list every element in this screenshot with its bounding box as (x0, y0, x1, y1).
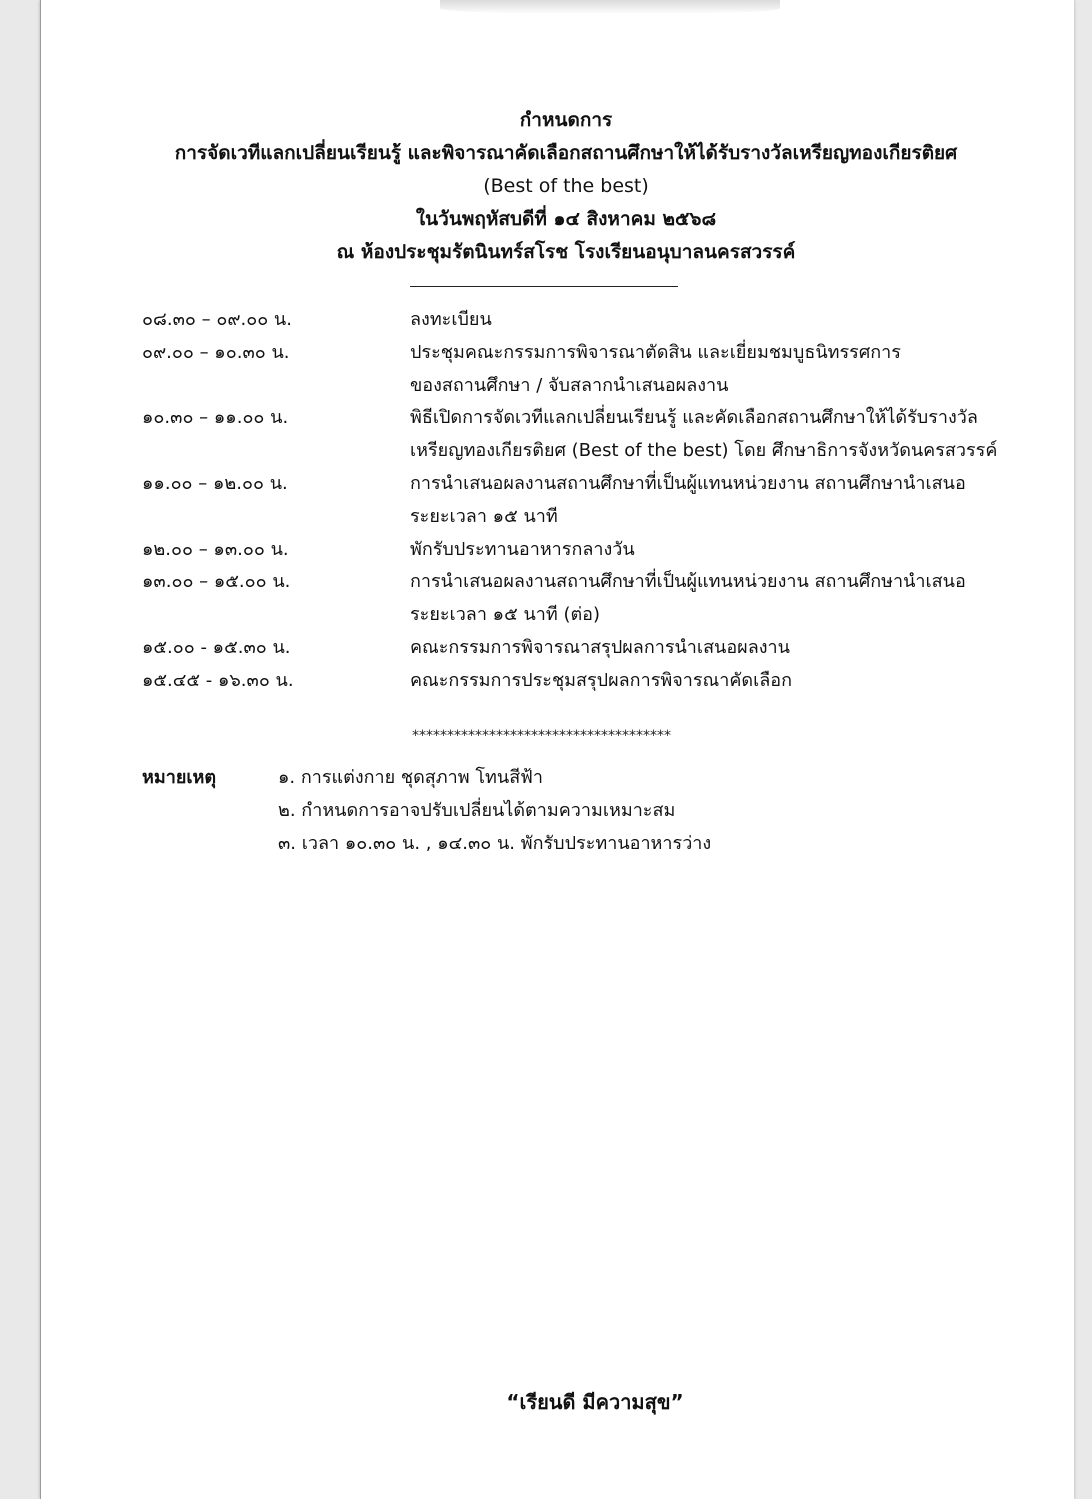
schedule-row (142, 632, 1012, 665)
schedule-list (142, 304, 1012, 698)
header-date: ในวันพฤหัสบดีที่ ๑๔ สิงหาคม ๒๕๖๘ (415, 208, 717, 230)
schedule-row (142, 304, 1012, 337)
schedule-time: ๐๙.๐๐ – ๑๐.๓๐ น. (142, 341, 290, 363)
schedule-time: ๑๐.๓๐ – ๑๑.๐๐ น. (142, 407, 289, 429)
schedule-row (142, 534, 1012, 567)
notes-label: หมายเหตุ (142, 767, 217, 788)
schedule-activity-line: การนำเสนอผลงานสถานศึกษาที่เป็นผู้แทนหน่วยงาน สถานศึกษานำเสนอ (410, 472, 966, 494)
schedule-activity-line: ลงทะเบียน (410, 309, 492, 330)
schedule-activity-line: ของสถานศึกษา / จับสลากนำเสนอผลงาน (410, 374, 729, 396)
schedule-activity-line: พิธีเปิดการจัดเวทีแลกเปลี่ยนเรียนรู้ และคัดเลือกสถานศึกษาให้ได้รับรางวัล (410, 407, 978, 429)
schedule-time: ๑๑.๐๐ – ๑๒.๐๐ น. (142, 472, 288, 494)
schedule-row (142, 468, 1012, 534)
schedule-time: ๑๕.๐๐ - ๑๕.๓๐ น. (142, 636, 291, 658)
schedule-time: ๑๓.๐๐ – ๑๕.๐๐ น. (142, 571, 291, 593)
notes-list (278, 762, 711, 860)
schedule-activity (410, 304, 1012, 337)
schedule-time: ๑๒.๐๐ – ๑๓.๐๐ น. (142, 538, 289, 560)
header-event-subtitle: (Best of the best) (483, 175, 649, 197)
schedule-row (142, 402, 1012, 468)
header-underline (410, 286, 678, 287)
schedule-row (142, 566, 1012, 632)
note-item: ๑. การแต่งกาย ชุดสุภาพ โทนสีฟ้า (278, 767, 544, 788)
note-item: ๓. เวลา ๑๐.๓๐ น. , ๑๔.๓๐ น. พักรับประทานอาหารว่าง (278, 832, 712, 854)
schedule-activity-line: พักรับประทานอาหารกลางวัน (410, 538, 635, 560)
schedule-activity-line: การนำเสนอผลงานสถานศึกษาที่เป็นผู้แทนหน่วยงาน สถานศึกษานำเสนอ (410, 571, 966, 593)
schedule-time: ๐๘.๓๐ – ๐๙.๐๐ น. (142, 309, 292, 330)
schedule-activity (410, 665, 1012, 698)
note-item: ๒. กำหนดการอาจปรับเปลี่ยนได้ตามความเหมาะสม (278, 799, 676, 821)
schedule-activity (410, 566, 1012, 632)
schedule-row (142, 337, 1012, 403)
schedule-activity-line: ประชุมคณะกรรมการพิจารณาตัดสิน และเยี่ยมชมบูธนิทรรศการ (410, 341, 901, 363)
school-motto: “เรียนดี มีความสุข” (506, 1390, 684, 1414)
notes-section (142, 762, 1012, 860)
schedule-activity (410, 632, 1012, 665)
schedule-activity (410, 337, 1012, 403)
asterisk-separator: ************************************* (412, 728, 671, 744)
header-event-name: การจัดเวทีแลกเปลี่ยนเรียนรู้ และพิจารณาคัดเลือกสถานศึกษาให้ได้รับรางวัลเหรียญทองเกียรติยศ (174, 142, 958, 164)
schedule-time: ๑๕.๔๕ - ๑๖.๓๐ น. (142, 669, 294, 691)
document-header (40, 104, 1092, 269)
schedule-activity-line: คณะกรรมการประชุมสรุปผลการพิจารณาคัดเลือก (410, 669, 792, 691)
schedule-activity-line: ระยะเวลา ๑๕ นาที (ต่อ) (410, 604, 600, 626)
schedule-activity (410, 468, 1012, 534)
schedule-activity (410, 402, 1012, 468)
header-venue: ณ ห้องประชุมรัตนินทร์สโรช โรงเรียนอนุบาลนครสวรรค์ (336, 241, 796, 263)
schedule-activity-line: คณะกรรมการพิจารณาสรุปผลการนำเสนอผลงาน (410, 636, 790, 658)
schedule-activity (410, 534, 1012, 567)
scan-smudge (440, 0, 780, 14)
schedule-activity-line: เหรียญทองเกียรติยศ (Best of the best) โดย ศึกษาธิการจังหวัดนครสวรรค์ (410, 440, 998, 462)
header-title: กำหนดการ (519, 109, 613, 131)
schedule-row (142, 665, 1012, 698)
schedule-activity-line: ระยะเวลา ๑๕ นาที (410, 505, 558, 527)
